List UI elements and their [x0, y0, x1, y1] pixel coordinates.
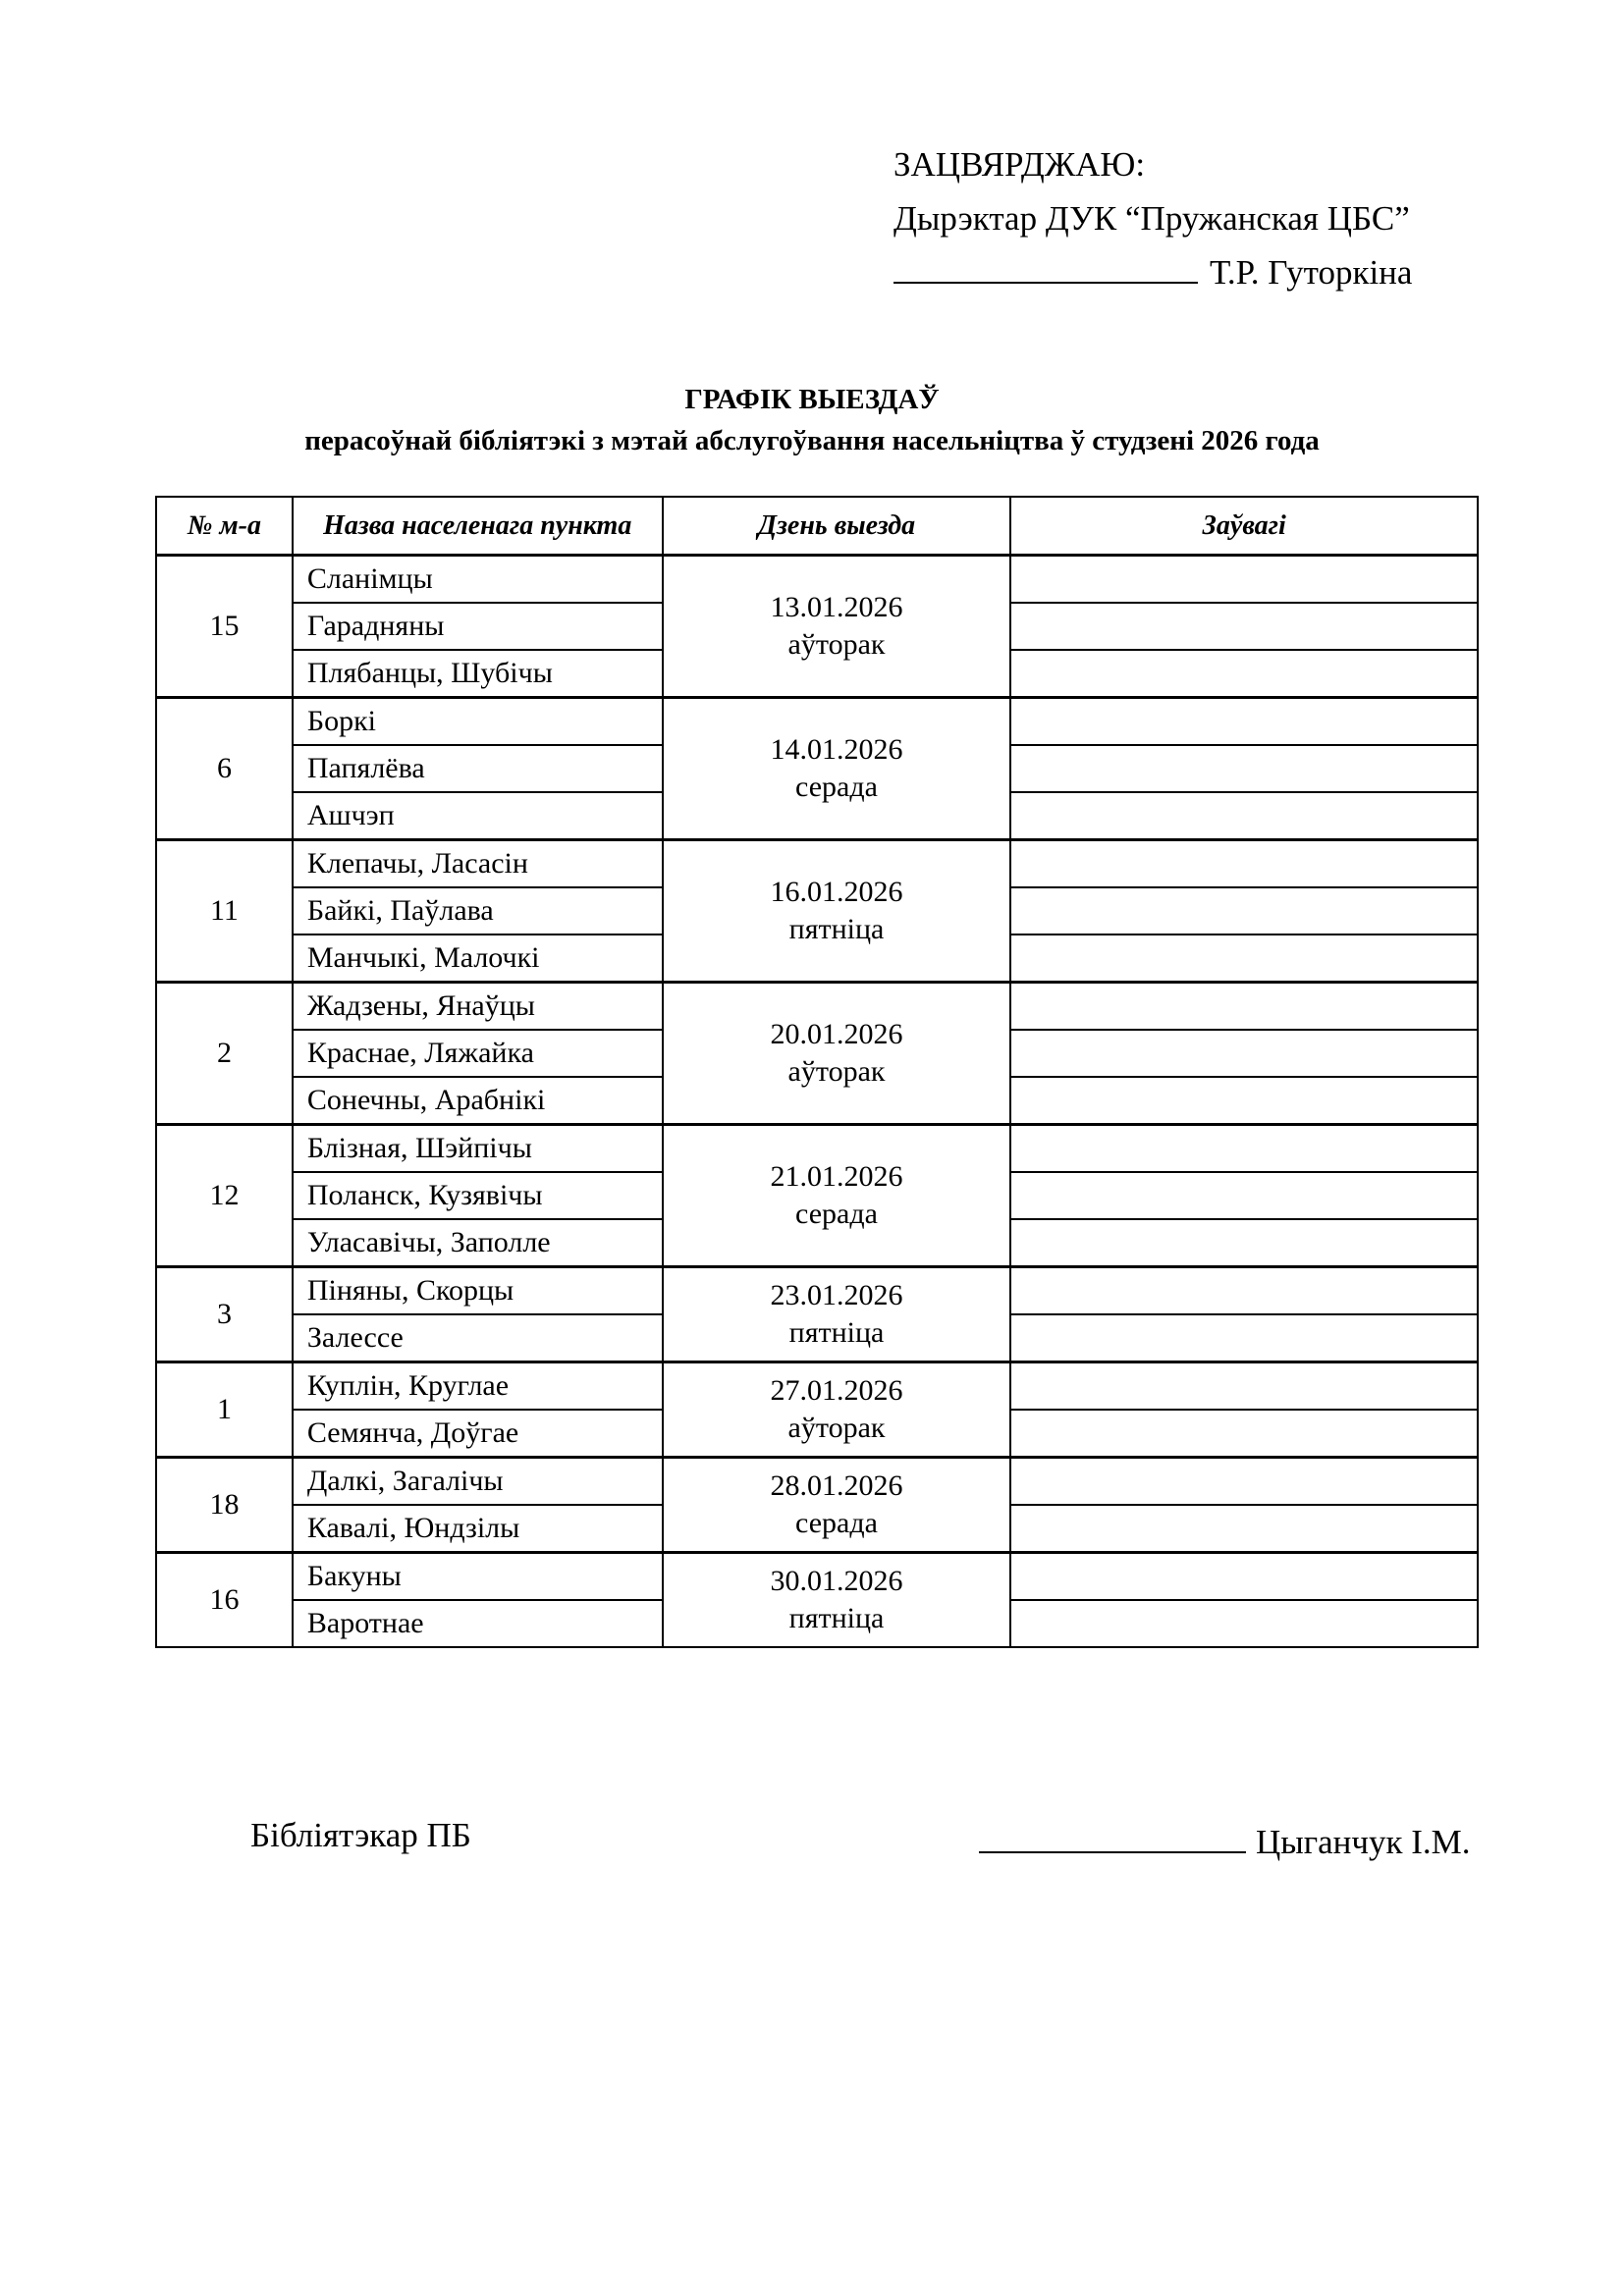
header-route: № м-а	[156, 497, 293, 556]
route-number: 6	[156, 698, 293, 840]
route-number: 15	[156, 556, 293, 698]
place-name: Плябанцы, Шубічы	[293, 650, 663, 698]
visit-date-cell	[663, 983, 1011, 1125]
remarks-cell	[1010, 1600, 1478, 1647]
visit-date-cell	[663, 1125, 1011, 1267]
remarks-cell	[1010, 983, 1478, 1031]
remarks-cell	[1010, 1410, 1478, 1458]
visit-date-cell	[663, 698, 1011, 840]
place-name: Ашчэп	[293, 792, 663, 840]
route-number: 2	[156, 983, 293, 1125]
route-number: 1	[156, 1362, 293, 1458]
remarks-cell	[1010, 840, 1478, 888]
visit-date: 14.01.2026	[770, 733, 903, 766]
visit-date: 30.01.2026	[770, 1565, 903, 1597]
place-name: Варотнае	[293, 1600, 663, 1647]
remarks-cell	[1010, 1267, 1478, 1315]
place-name: Кавалі, Юндзілы	[293, 1505, 663, 1553]
visit-date: 20.01.2026	[770, 1018, 903, 1050]
place-name: Папялёва	[293, 745, 663, 792]
approval-position: Дырэктар ДУК “Пружанская ЦБС”	[893, 199, 1410, 238]
visit-date-cell	[663, 840, 1011, 983]
table-row	[156, 1267, 1478, 1315]
approval-heading: ЗАЦВЯРДЖАЮ:	[893, 145, 1146, 184]
place-name: Жадзены, Янаўцы	[293, 983, 663, 1031]
remarks-cell	[1010, 1553, 1478, 1601]
visit-weekday: пятніца	[788, 913, 885, 945]
visit-date: 23.01.2026	[770, 1279, 903, 1311]
visit-weekday: серада	[795, 1507, 878, 1539]
place-name: Поланск, Кузявічы	[293, 1172, 663, 1219]
footer-signature	[979, 1816, 1471, 1862]
place-name: Семянча, Доўгае	[293, 1410, 663, 1458]
visit-date-cell	[663, 556, 1011, 698]
remarks-cell	[1010, 1505, 1478, 1553]
remarks-cell	[1010, 934, 1478, 983]
place-name: Краснае, Ляжайка	[293, 1030, 663, 1077]
remarks-cell	[1010, 556, 1478, 604]
table-row	[156, 698, 1478, 746]
place-name: Далкі, Загалічы	[293, 1458, 663, 1506]
visit-date-cell	[663, 1362, 1011, 1458]
remarks-cell	[1010, 1314, 1478, 1362]
route-number: 3	[156, 1267, 293, 1362]
visit-date: 16.01.2026	[770, 876, 903, 908]
place-name: Залессе	[293, 1314, 663, 1362]
remarks-cell	[1010, 792, 1478, 840]
remarks-cell	[1010, 650, 1478, 698]
place-name: Клепачы, Ласасін	[293, 840, 663, 888]
table-row	[156, 1362, 1478, 1411]
visit-weekday: пятніца	[788, 1602, 885, 1634]
header-place: Назва населенага пункта	[293, 497, 663, 556]
table-row	[156, 840, 1478, 888]
header-date: Дзень выезда	[663, 497, 1011, 556]
title-subtitle: перасоўнай бібліятэкі з мэтай абслугоўвання насельніцтва ў студзені 2026 года	[304, 425, 1320, 456]
place-name: Сланімцы	[293, 556, 663, 604]
approval-name: Т.Р. Гуторкіна	[1210, 253, 1413, 292]
table-row	[156, 1125, 1478, 1173]
title-main: ГРАФІК ВЫЕЗДАЎ	[684, 384, 940, 415]
remarks-cell	[1010, 745, 1478, 792]
place-name: Уласавічы, Заполле	[293, 1219, 663, 1267]
visit-date-cell	[663, 1267, 1011, 1362]
place-name: Піняны, Скорцы	[293, 1267, 663, 1315]
table-row	[156, 1458, 1478, 1506]
route-number: 18	[156, 1458, 293, 1553]
document-title	[0, 379, 1624, 461]
remarks-cell	[1010, 1219, 1478, 1267]
visit-weekday: аўторак	[787, 628, 886, 661]
footer-position: Бібліятэкар ПБ	[250, 1816, 471, 1854]
visit-date: 13.01.2026	[770, 591, 903, 623]
footer-name: Цыганчук І.М.	[1256, 1823, 1471, 1861]
visit-weekday: серада	[795, 771, 878, 803]
visit-date-cell	[663, 1553, 1011, 1648]
approval-block	[893, 137, 1412, 299]
signature-line	[979, 1816, 1246, 1853]
table-row	[156, 1553, 1478, 1601]
place-name: Гарадняны	[293, 603, 663, 650]
table-body	[156, 556, 1478, 1648]
visit-weekday: аўторак	[787, 1055, 886, 1088]
remarks-cell	[1010, 1458, 1478, 1506]
route-number: 12	[156, 1125, 293, 1267]
remarks-cell	[1010, 1125, 1478, 1173]
table-row	[156, 983, 1478, 1031]
remarks-cell	[1010, 698, 1478, 746]
place-name: Сонечны, Арабнікі	[293, 1077, 663, 1125]
place-name: Байкі, Паўлава	[293, 887, 663, 934]
table-row	[156, 556, 1478, 604]
remarks-cell	[1010, 1030, 1478, 1077]
table-header-row	[156, 497, 1478, 556]
remarks-cell	[1010, 1362, 1478, 1411]
place-name: Боркі	[293, 698, 663, 746]
schedule-table	[155, 496, 1479, 1648]
remarks-cell	[1010, 603, 1478, 650]
place-name: Манчыкі, Малочкі	[293, 934, 663, 983]
visit-date: 27.01.2026	[770, 1374, 903, 1407]
signature-line	[893, 246, 1198, 284]
visit-weekday: серада	[795, 1198, 878, 1230]
place-name: Бакуны	[293, 1553, 663, 1601]
place-name: Блізная, Шэйпічы	[293, 1125, 663, 1173]
visit-date: 21.01.2026	[770, 1160, 903, 1193]
route-number: 11	[156, 840, 293, 983]
visit-date-cell	[663, 1458, 1011, 1553]
visit-date: 28.01.2026	[770, 1469, 903, 1502]
header-remarks: Заўвагі	[1010, 497, 1478, 556]
remarks-cell	[1010, 887, 1478, 934]
route-number: 16	[156, 1553, 293, 1648]
visit-weekday: аўторак	[787, 1412, 886, 1444]
remarks-cell	[1010, 1077, 1478, 1125]
remarks-cell	[1010, 1172, 1478, 1219]
place-name: Куплін, Круглае	[293, 1362, 663, 1411]
visit-weekday: пятніца	[788, 1316, 885, 1349]
